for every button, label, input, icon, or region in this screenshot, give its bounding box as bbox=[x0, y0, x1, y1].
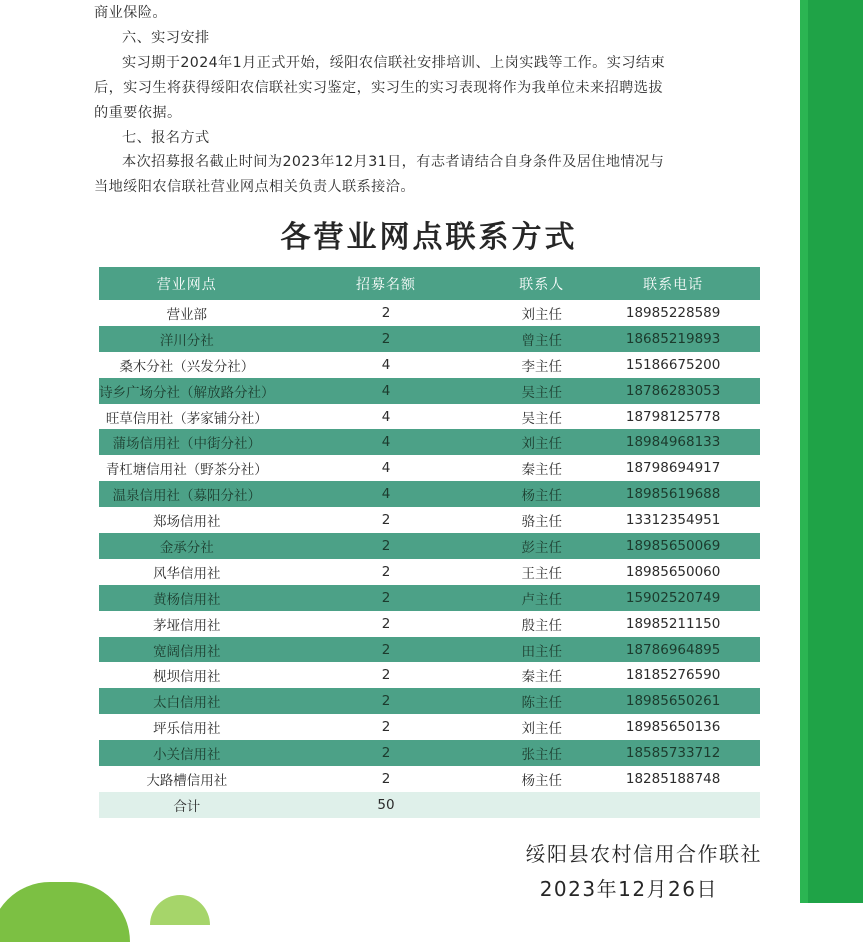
branch-cell: 诗乡广场分社（解放路分社） bbox=[99, 378, 275, 404]
phone-cell: 15902520749 bbox=[586, 585, 760, 611]
branch-cell: 洋川分社 bbox=[99, 326, 275, 352]
notice-line: 本次招募报名截止时间为2023年12月31日，有志者请结合自身条件及居住地情况与 bbox=[122, 154, 665, 170]
quota-cell: 2 bbox=[381, 719, 391, 736]
contacts-table bbox=[99, 267, 760, 818]
quota-cell: 2 bbox=[381, 615, 391, 632]
quota-cell: 50 bbox=[275, 792, 498, 818]
table-row bbox=[99, 611, 760, 637]
table-row bbox=[99, 455, 760, 481]
header-quota: 招募名额 bbox=[275, 267, 498, 300]
quota-cell: 4 bbox=[381, 460, 391, 477]
contact-cell: 曾主任 bbox=[497, 326, 586, 352]
notice-line: 当地绥阳农信联社营业网点相关负责人联系接洽。 bbox=[94, 179, 415, 195]
quota-cell: 2 bbox=[275, 637, 498, 663]
table-row bbox=[99, 714, 760, 740]
quota-cell: 2 bbox=[275, 585, 498, 611]
branch-cell: 青杠塘信用社（野茶分社） bbox=[105, 462, 268, 479]
table-row bbox=[99, 352, 760, 378]
notice-line: 的重要依据。 bbox=[94, 105, 182, 121]
phone-cell: 18585733712 bbox=[586, 740, 760, 766]
section-heading-internship: 六、实习安排 bbox=[122, 30, 210, 46]
phone-cell: 18786283053 bbox=[586, 378, 760, 404]
notice-line: 实习期于2024年1月正式开始，绥阳农信联社安排培训、上岗实践等工作。实习结束 bbox=[122, 55, 666, 71]
phone-cell: 18985650069 bbox=[586, 533, 760, 559]
quota-cell: 4 bbox=[275, 429, 498, 455]
quota-cell: 4 bbox=[381, 408, 391, 425]
table-row bbox=[99, 507, 760, 533]
quota-cell: 2 bbox=[275, 533, 498, 559]
section-heading-registration: 七、报名方式 bbox=[122, 130, 210, 146]
quota-cell: 2 bbox=[381, 667, 391, 684]
contact-cell: 张主任 bbox=[497, 740, 586, 766]
contact-cell bbox=[497, 792, 586, 818]
contact-cell: 彭主任 bbox=[497, 533, 586, 559]
phone-cell: 18798125778 bbox=[625, 408, 721, 425]
left-margin bbox=[0, 0, 70, 903]
table-title: 各营业网点联系方式 bbox=[280, 220, 578, 255]
branch-cell: 蒲场信用社（中街分社） bbox=[99, 429, 275, 455]
contact-cell: 卢主任 bbox=[497, 585, 586, 611]
branch-cell: 太白信用社 bbox=[99, 688, 275, 714]
quota-cell: 2 bbox=[275, 740, 498, 766]
quota-cell: 2 bbox=[381, 304, 391, 321]
contact-cell: 陈主任 bbox=[497, 688, 586, 714]
phone-cell: 18984968133 bbox=[586, 429, 760, 455]
table-row bbox=[99, 559, 760, 585]
table-row bbox=[99, 429, 760, 455]
branch-cell: 宽阔信用社 bbox=[99, 637, 275, 663]
table-row bbox=[99, 300, 760, 326]
phone-cell bbox=[586, 792, 760, 818]
table-body bbox=[99, 300, 760, 818]
quota-cell: 2 bbox=[275, 326, 498, 352]
contact-cell: 刘主任 bbox=[521, 721, 563, 738]
branch-cell: 坪乐信用社 bbox=[153, 721, 221, 738]
branch-cell: 郑场信用社 bbox=[153, 514, 221, 531]
contact-cell: 殷主任 bbox=[521, 617, 563, 634]
quota-cell: 2 bbox=[381, 563, 391, 580]
header-contact: 联系人 bbox=[497, 267, 586, 300]
contact-cell: 吴主任 bbox=[497, 378, 586, 404]
branch-cell: 黄杨信用社 bbox=[99, 585, 275, 611]
phone-cell: 18985650136 bbox=[625, 719, 721, 736]
phone-cell: 18985619688 bbox=[586, 481, 760, 507]
branch-cell: 枧坝信用社 bbox=[153, 669, 221, 686]
quota-cell: 4 bbox=[381, 356, 391, 373]
table-row bbox=[99, 533, 760, 559]
branch-cell: 大路槽信用社 bbox=[146, 772, 228, 789]
phone-cell: 18985650261 bbox=[586, 688, 760, 714]
branch-cell: 小关信用社 bbox=[99, 740, 275, 766]
table-row bbox=[99, 662, 760, 688]
table-row bbox=[99, 481, 760, 507]
quota-cell: 2 bbox=[275, 688, 498, 714]
phone-cell: 18985211150 bbox=[625, 615, 721, 632]
contact-cell: 秦主任 bbox=[521, 669, 563, 686]
branch-cell: 合计 bbox=[99, 792, 275, 818]
phone-cell: 18985650060 bbox=[625, 563, 721, 580]
notice-line: 商业保险。 bbox=[94, 5, 167, 21]
header-branch: 营业网点 bbox=[99, 267, 275, 300]
contact-cell: 王主任 bbox=[521, 565, 563, 582]
quota-cell: 4 bbox=[275, 481, 498, 507]
table-row bbox=[99, 740, 760, 766]
phone-cell: 13312354951 bbox=[625, 512, 721, 529]
table-row bbox=[99, 688, 760, 714]
branch-cell: 温泉信用社（募阳分社） bbox=[99, 481, 275, 507]
contact-cell: 李主任 bbox=[521, 358, 563, 375]
branch-cell: 营业部 bbox=[166, 306, 208, 323]
branch-cell: 桑木分社（兴发分社） bbox=[119, 358, 255, 375]
decorative-green-shape bbox=[0, 882, 130, 942]
branch-cell: 风华信用社 bbox=[153, 565, 221, 582]
branch-cell: 茅垭信用社 bbox=[153, 617, 221, 634]
quota-cell: 2 bbox=[381, 512, 391, 529]
contact-cell: 刘主任 bbox=[521, 306, 563, 323]
contact-cell: 杨主任 bbox=[497, 481, 586, 507]
quota-cell: 2 bbox=[381, 770, 391, 787]
signature-date: 2023年12月26日 bbox=[539, 877, 718, 901]
phone-cell: 18185276590 bbox=[625, 667, 721, 684]
contact-cell: 刘主任 bbox=[497, 429, 586, 455]
signature-org: 绥阳县农村信用合作联社 bbox=[525, 842, 762, 866]
branch-cell: 旺草信用社（茅家铺分社） bbox=[105, 410, 268, 427]
phone-cell: 18285188748 bbox=[625, 770, 721, 787]
phone-cell: 18786964895 bbox=[586, 637, 760, 663]
table-total-row bbox=[99, 792, 760, 818]
table-row bbox=[99, 378, 760, 404]
table-header-row bbox=[99, 267, 760, 300]
phone-cell: 15186675200 bbox=[625, 356, 721, 373]
contact-cell: 秦主任 bbox=[521, 462, 563, 479]
contact-cell: 吴主任 bbox=[521, 410, 563, 427]
table-row bbox=[99, 404, 760, 430]
branch-cell: 金承分社 bbox=[99, 533, 275, 559]
table-row bbox=[99, 766, 760, 792]
table-row bbox=[99, 585, 760, 611]
contact-cell: 杨主任 bbox=[521, 772, 563, 789]
contact-cell: 田主任 bbox=[497, 637, 586, 663]
table-row bbox=[99, 637, 760, 663]
phone-cell: 18685219893 bbox=[586, 326, 760, 352]
quota-cell: 4 bbox=[275, 378, 498, 404]
phone-cell: 18798694917 bbox=[625, 460, 721, 477]
phone-cell: 18985228589 bbox=[625, 304, 721, 321]
table-row bbox=[99, 326, 760, 352]
contact-cell: 骆主任 bbox=[521, 514, 563, 531]
header-phone: 联系电话 bbox=[586, 267, 760, 300]
decorative-green-shape-small bbox=[150, 895, 210, 925]
notice-line: 后，实习生将获得绥阳农信联社实习鉴定，实习生的实习表现将作为我单位未来招聘选拔 bbox=[94, 80, 663, 96]
